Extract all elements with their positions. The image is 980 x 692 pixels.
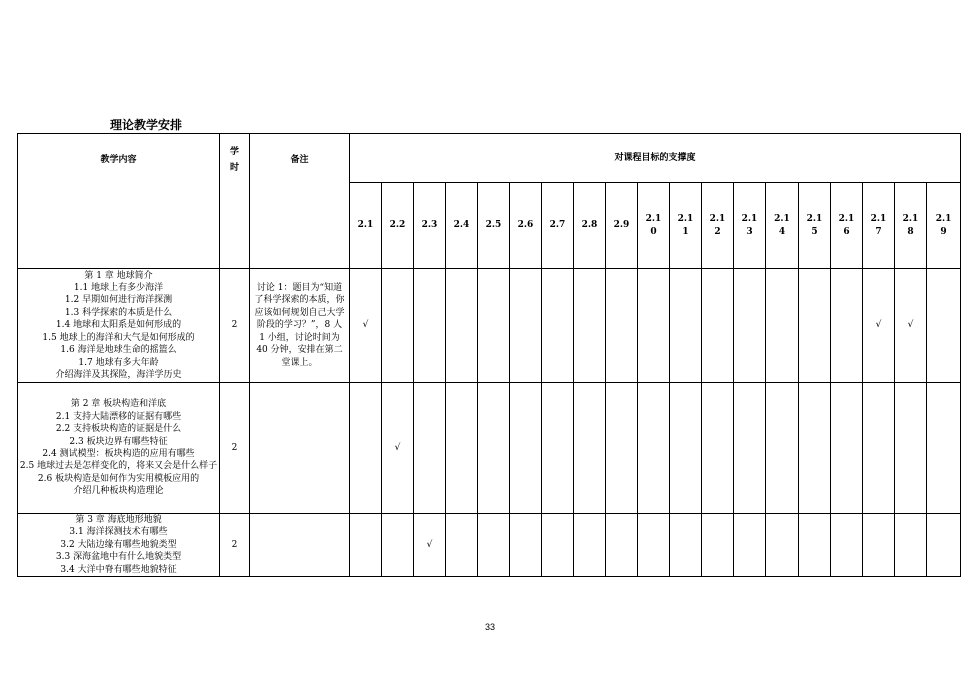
objective-label: 8 <box>907 226 914 237</box>
support-cell <box>446 383 478 514</box>
content-line: 第 3 章 海底地形地貌 <box>75 515 162 525</box>
content-line: 2.6 板块构造是如何作为实用模板应用的 <box>37 473 200 484</box>
objective-header-cell <box>670 183 702 269</box>
content-line: 2.4 测试模型：板块构造的应用有哪些 <box>42 449 195 459</box>
support-cell <box>510 514 542 577</box>
objective-label: 2.1 <box>870 214 887 225</box>
objective-header-cell <box>895 183 927 269</box>
support-cell <box>766 514 799 577</box>
objective-label: 0 <box>650 226 657 237</box>
content-line: 第 1 章 地球简介 <box>84 270 153 281</box>
support-cell <box>510 269 542 383</box>
check-mark: √ <box>426 539 433 550</box>
objective-header-cell <box>799 183 831 269</box>
page-number: 33 <box>484 622 495 632</box>
content-line: 介绍几种板块构造理论 <box>73 486 164 497</box>
support-cell <box>382 383 414 514</box>
objective-label: 2.1 <box>645 214 662 225</box>
objective-label: 2.1 <box>806 214 823 225</box>
objective-label: 2 <box>714 226 721 237</box>
support-cell <box>863 383 895 514</box>
content-line: 2.5 地球过去是怎样变化的，将来又会是什么样子 <box>19 461 218 472</box>
support-cell <box>382 514 414 577</box>
support-cell <box>927 383 961 514</box>
content-line: 1.4 地球和太阳系是如何形成的 <box>55 320 182 331</box>
header-support: 对课程目标的支撑度 <box>350 134 961 183</box>
check-mark: √ <box>362 320 369 331</box>
teaching-schedule-table <box>17 133 961 577</box>
objective-header-cell <box>350 183 382 269</box>
header-hours-char: 学 <box>229 147 239 157</box>
support-cell <box>863 514 895 577</box>
content-line: 介绍海洋及其探险，海洋学历史 <box>55 369 182 380</box>
support-cell <box>927 514 961 577</box>
objective-label: 9 <box>940 226 947 237</box>
objective-label: 5 <box>811 226 818 237</box>
section-title: 理论教学安排 <box>110 118 183 132</box>
support-cell <box>446 514 478 577</box>
objective-label: 2.1 <box>677 214 694 225</box>
support-cell <box>350 514 382 577</box>
objective-header-cell <box>510 183 542 269</box>
objective-header-cell <box>702 183 734 269</box>
support-cell <box>414 269 446 383</box>
objective-header-cell <box>382 183 414 269</box>
objective-label: 7 <box>875 226 882 237</box>
objective-header-cell <box>734 183 766 269</box>
support-cell <box>831 383 863 514</box>
support-cell <box>863 269 895 383</box>
content-line: 3.3 深海盆地中有什么地貌类型 <box>55 552 182 563</box>
support-cell <box>799 514 831 577</box>
header-content: 教学内容 <box>18 134 220 269</box>
content-line: 2.1 支持大陆漂移的证据有哪些 <box>55 411 182 422</box>
objective-label: 2.2 <box>389 220 406 231</box>
check-mark: √ <box>394 442 401 453</box>
support-cell <box>350 269 382 383</box>
support-cell <box>446 269 478 383</box>
content-line: 3.4 大洋中脊有哪些地貌特征 <box>60 564 177 575</box>
teaching-content-cell <box>18 383 220 514</box>
header-hours <box>220 134 250 269</box>
content-line: 3.1 海洋探测技术有哪些 <box>69 527 168 538</box>
objective-header-cell <box>638 183 670 269</box>
support-cell <box>542 514 574 577</box>
support-cell <box>542 269 574 383</box>
objective-header-cell <box>542 183 574 269</box>
remarks-cell <box>250 514 350 577</box>
support-cell <box>382 269 414 383</box>
objective-label: 2.1 <box>709 214 726 225</box>
objective-header-cell <box>606 183 638 269</box>
support-cell <box>478 269 510 383</box>
check-mark: √ <box>875 320 882 331</box>
table-row <box>18 269 961 383</box>
objective-label: 2.1 <box>935 214 952 225</box>
hours-cell: 2 <box>220 514 250 577</box>
support-cell <box>702 269 734 383</box>
remarks-cell <box>250 383 350 514</box>
objective-header-cell <box>831 183 863 269</box>
objective-header-cell <box>574 183 606 269</box>
support-cell <box>766 383 799 514</box>
content-line: 2.2 支持板块构造的证据是什么 <box>55 424 182 435</box>
support-cell <box>702 383 734 514</box>
content-line: 1.6 海洋是地球生命的摇篮么 <box>60 345 177 356</box>
content-line: 2.3 板块边界有哪些特征 <box>69 436 168 447</box>
content-line: 1.2 早期如何进行海洋探测 <box>64 295 173 306</box>
objective-header-cell <box>414 183 446 269</box>
support-cell <box>414 514 446 577</box>
support-cell <box>638 514 670 577</box>
support-cell <box>606 269 638 383</box>
support-cell <box>831 269 863 383</box>
objective-label: 4 <box>778 226 786 237</box>
content-line: 1.5 地球上的海洋和大气是如何形成的 <box>42 332 195 343</box>
objective-header-cell <box>478 183 510 269</box>
objective-label: 2.1 <box>741 214 758 225</box>
support-cell <box>350 383 382 514</box>
support-cell <box>895 514 927 577</box>
support-cell <box>670 383 702 514</box>
objective-label: 2.1 <box>357 220 374 231</box>
teaching-content-cell <box>18 269 220 383</box>
support-cell <box>478 383 510 514</box>
objective-label: 2.7 <box>549 220 566 231</box>
support-cell <box>927 269 961 383</box>
support-cell <box>510 383 542 514</box>
support-cell <box>542 383 574 514</box>
objective-header-cell <box>766 183 799 269</box>
support-cell <box>799 269 831 383</box>
check-mark: √ <box>907 320 914 331</box>
support-cell <box>574 269 606 383</box>
objective-header-cell <box>446 183 478 269</box>
content-line: 1.1 地球上有多少海洋 <box>73 283 164 294</box>
support-cell <box>638 269 670 383</box>
support-cell <box>766 269 799 383</box>
support-cell <box>734 269 766 383</box>
content-line: 第 2 章 板块构造和洋底 <box>70 399 167 410</box>
objective-label: 2.6 <box>517 220 534 231</box>
objective-label: 1 <box>682 226 689 237</box>
objective-label: 2.3 <box>421 220 438 231</box>
table-row <box>18 383 961 514</box>
support-cell <box>734 383 766 514</box>
remarks-cell: 讨论 1：题目为“知道了科学探索的本质，你应该如何规划自己大学阶段的学习？”，8 人 1 小组，讨论时间为 40 分钟，安排在第二堂课上。 <box>250 269 350 383</box>
header-remarks: 备注 <box>250 134 350 269</box>
objective-label: 2.4 <box>453 220 470 231</box>
support-cell <box>702 514 734 577</box>
objective-header-cell <box>927 183 961 269</box>
objective-label: 3 <box>746 226 753 237</box>
support-cell <box>734 514 766 577</box>
objective-label: 2.1 <box>838 214 855 225</box>
support-cell <box>606 383 638 514</box>
hours-cell: 2 <box>220 383 250 514</box>
support-cell <box>478 514 510 577</box>
support-cell <box>670 269 702 383</box>
support-cell <box>799 383 831 514</box>
content-line: 1.7 地球有多大年龄 <box>78 357 159 368</box>
objective-label: 2.5 <box>485 220 502 231</box>
support-cell <box>670 514 702 577</box>
teaching-content-cell <box>18 514 220 577</box>
support-cell <box>831 514 863 577</box>
header-row <box>18 134 961 183</box>
support-cell <box>414 383 446 514</box>
objective-label: 2.9 <box>613 220 630 231</box>
support-cell <box>574 514 606 577</box>
objective-header-cell <box>863 183 895 269</box>
objective-label: 2.1 <box>774 214 790 225</box>
objective-label: 6 <box>843 226 850 237</box>
support-cell <box>574 383 606 514</box>
support-cell <box>606 514 638 577</box>
table-row <box>18 514 961 577</box>
hours-cell: 2 <box>220 269 250 383</box>
content-line: 3.2 大陆边缘有哪些地貌类型 <box>60 539 177 550</box>
support-cell <box>895 383 927 514</box>
header-hours-char: 时 <box>229 163 239 173</box>
objective-label: 2.8 <box>581 220 598 231</box>
objective-label: 2.1 <box>902 214 919 225</box>
support-cell <box>895 269 927 383</box>
content-line: 1.3 科学探索的本质是什么 <box>64 307 173 318</box>
support-cell <box>638 383 670 514</box>
